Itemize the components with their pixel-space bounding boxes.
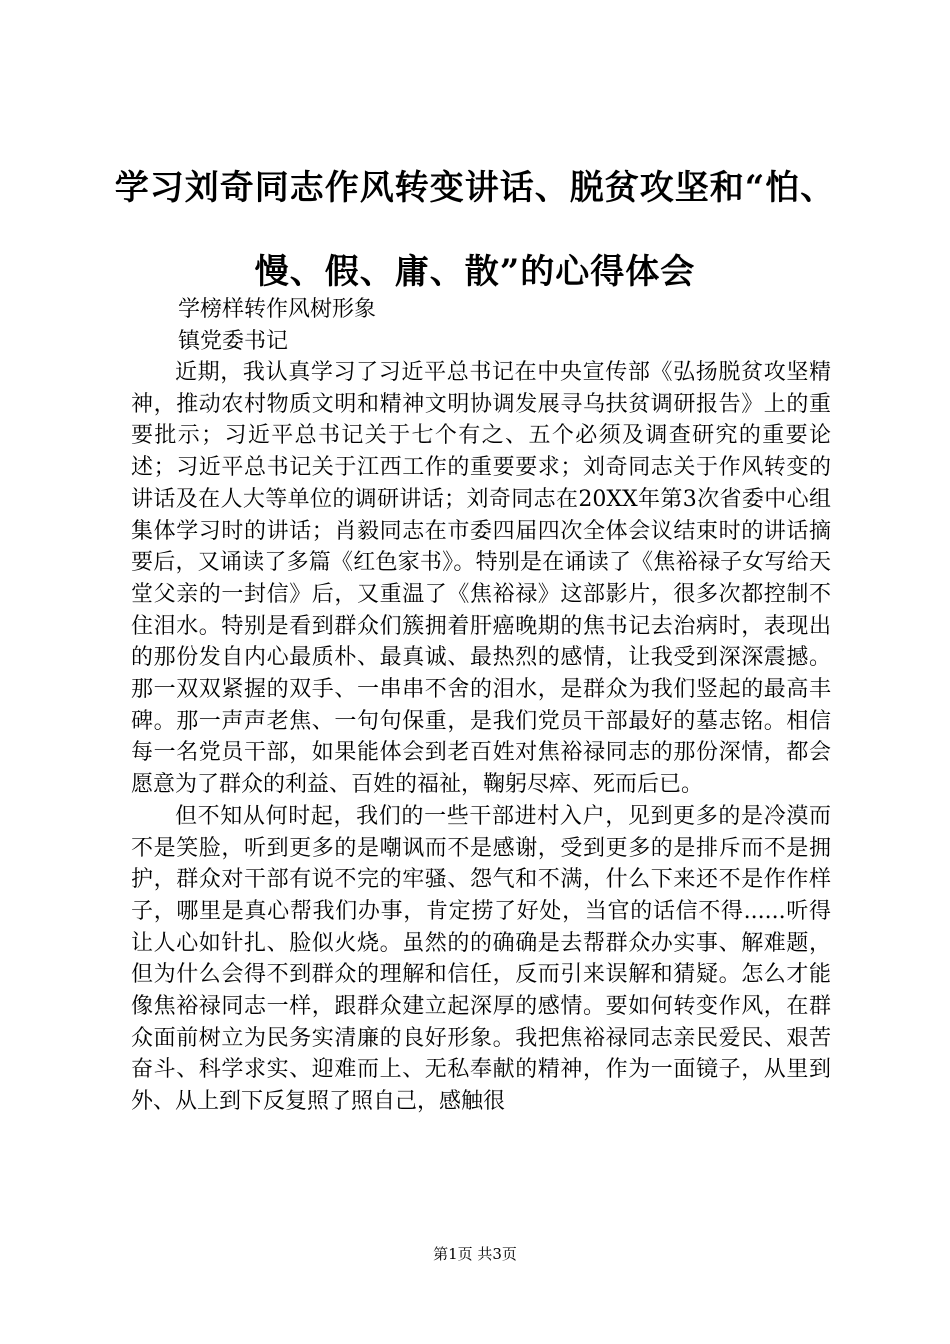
document-title xyxy=(100,146,850,314)
body-paragraph-2: 但不知从何时起，我们的一些干部进村入户，见到更多的是冷漠而不是笑脸，听到更多的是嘲讽而不是感谢，受到更多的是排斥而不是拥护，群众对干部有说不完的牢骚、怨气和不满，什么下来还不是作作样子，哪里是真心帮我们办事，肯定捞了好处，当官的话信不得......听得让人心如针扎、脸似火烧。虽然的的确确是去帮群众办实事、解难题，但为什么会得不到群众的理解和信任，反而引来误解和猜疑。怎么才能像焦裕禄同志一样，跟群众建立起深厚的感情。要如何转变作风，在群众面前树立为民务实清廉的良好形象。我把焦裕禄同志亲民爱民、艰苦奋斗、科学求实、迎难而上、无私奉献的精神，作为一面镜子，从里到外、从上到下反复照了照自己，感触很 xyxy=(131,803,831,1115)
document-body xyxy=(131,357,831,1118)
page-footer: 第1页 共3页 xyxy=(433,1245,517,1263)
title-line-1: 学习刘奇同志作风转变讲话、脱贫攻坚和“怕、 xyxy=(114,168,836,208)
body-paragraph-1: 近期，我认真学习了习近平总书记在中央宣传部《弘扬脱贫攻坚精神，推动农村物质文明和精神文明协调发展寻乌扶贫调研报告》上的重要批示；习近平总书记关于七个有之、五个必须及调查研究的重要论述；习近平总书记关于江西工作的重要要求；刘奇同志关于作风转变的讲话及在人大等单位的调研讲话；刘奇同志在20XX年第3次省委中心组集体学习时的讲话；肖毅同志在市委四届四次全体会议结束时的讲话摘要后，又诵读了多篇《红色家书》。特别是在诵读了《焦裕禄子女写给天堂父亲的一封信》后，又重温了《焦裕禄》这部影片，很多次都控制不住泪水。特别是看到群众们簇拥着肝癌晚期的焦书记去治病时，表现出的那份发自内心最质朴、最真诚、最热烈的感情，让我受到深深震撼。那一双双紧握的双手、一串串不舍的泪水，是群众为我们竖起的最高丰碑。那一声声老焦、一句句保重，是我们党员干部最好的墓志铭。相信每一名党员干部，如果能体会到老百姓对焦裕禄同志的那份深情，都会愿意为了群众的利益、百姓的福祉，鞠躬尽瘁、死而后已。 xyxy=(131,360,831,798)
document-author: 镇党委书记 xyxy=(178,329,289,354)
document-subtitle: 学榜样转作风树形象 xyxy=(178,297,377,322)
title-line-2: 慢、假、庸、散”的心得体会 xyxy=(254,252,696,292)
